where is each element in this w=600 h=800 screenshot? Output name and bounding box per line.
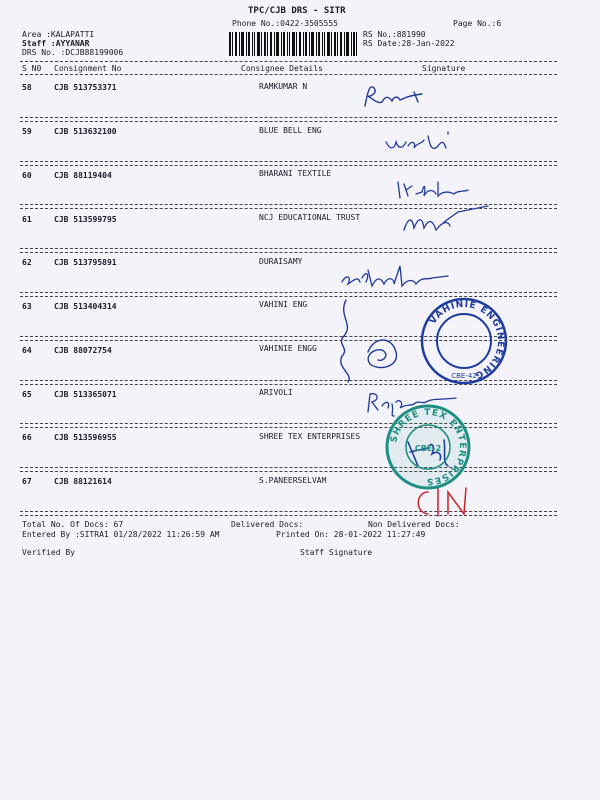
printed-on: Printed On: 28-01-2022 11:27:49 (276, 530, 426, 539)
signature-row-63-64 (330, 296, 410, 386)
col-header-consignment: Consignment No (54, 64, 122, 73)
svg-text:CBE-2: CBE-2 (414, 444, 442, 453)
total-docs: Total No. Of Docs: 67 (22, 520, 124, 529)
row-sno: 60 (22, 171, 32, 180)
svg-text:SHREE TEX ENTERPRISES: SHREE TEX ENTERPRISES (389, 407, 468, 487)
row-consignee: VAHINI ENG (259, 300, 308, 309)
signature-row-59 (382, 128, 462, 158)
signature-row-58 (360, 80, 440, 110)
row-sno: 67 (22, 477, 32, 486)
area-label: Area :KALAPATTI (22, 30, 95, 39)
row-consignee: S.PANEERSELVAM (259, 476, 327, 485)
row-consignment: CJB 513365071 (54, 390, 117, 399)
document-title: TPC/CJB DRS - SITR (248, 6, 346, 16)
entered-by: Entered By :SITRA1 01/28/2022 11:26:59 AM (22, 530, 220, 539)
row-consignment: CJB 513404314 (54, 302, 117, 311)
drs-number: DRS No. :DCJB88199006 (22, 48, 124, 57)
row-consignment: CJB 88072754 (54, 346, 112, 355)
delivered-docs: Delivered Docs: (231, 520, 304, 529)
row-consignment: CJB 513599795 (54, 215, 117, 224)
barcode-image (229, 32, 357, 56)
rs-number: RS No.:881990 (363, 30, 426, 39)
row-divider (20, 467, 557, 468)
row-divider (20, 117, 557, 118)
row-consignee: DURAISAMY (259, 257, 303, 266)
row-sno: 61 (22, 215, 32, 224)
phone-number: Phone No.:0422-3505555 (232, 19, 338, 28)
signature-row-61 (398, 200, 493, 240)
row-consignee: NCJ EDUCATIONAL TRUST (259, 213, 361, 222)
row-divider (20, 423, 557, 424)
row-sno: 64 (22, 346, 32, 355)
row-consignee: BHARANI TEXTILE (259, 169, 332, 178)
staff-signature-label: Staff Signature (300, 548, 373, 557)
header-divider-bottom (20, 74, 557, 75)
signature-row-62 (338, 262, 458, 292)
svg-text:VAHINIE ENGINEERING: VAHINIE ENGINEERING (428, 299, 506, 381)
rs-date: RS Date:28-Jan-2022 (363, 39, 455, 48)
row-consignee: RAMKUMAR N (259, 82, 308, 91)
row-consignee: SHREE TEX ENTERPRISES (259, 432, 361, 441)
header-divider-top (20, 61, 557, 62)
row-divider (20, 248, 557, 249)
col-header-consignee: Consignee Details (241, 64, 323, 73)
row-consignment: CJB 88119404 (54, 171, 112, 180)
col-header-sno: S N0 (22, 64, 42, 73)
row-consignment: CJB 513596955 (54, 433, 117, 442)
row-divider (20, 252, 557, 253)
staff-label: Staff :AYYANAR (22, 39, 90, 48)
row-consignee: BLUE BELL ENG (259, 126, 322, 135)
verified-by-label: Verified By (22, 548, 75, 557)
row-consignment: CJB 513753371 (54, 83, 117, 92)
row-consignment: CJB 513632100 (54, 127, 117, 136)
row-sno: 63 (22, 302, 32, 311)
svg-text:CBE-42: CBE-42 (451, 372, 477, 380)
company-stamp-shree-tex (383, 402, 473, 492)
non-delivered-docs: Non Delivered Docs: (368, 520, 460, 529)
row-sno: 65 (22, 390, 32, 399)
row-divider (20, 161, 557, 162)
row-consignment: CJB 88121614 (54, 477, 112, 486)
row-divider (20, 121, 557, 122)
row-sno: 66 (22, 433, 32, 442)
col-header-signature: Signature (422, 64, 466, 73)
row-divider (20, 471, 557, 472)
row-sno: 59 (22, 127, 32, 136)
company-stamp-vahinie (419, 296, 509, 386)
page-number: Page No.:6 (453, 19, 502, 28)
row-consignee: ARIVOLI (259, 388, 293, 397)
row-divider (20, 292, 557, 293)
row-divider (20, 165, 557, 166)
row-consignee: VAHINIE ENGG (259, 344, 317, 353)
row-sno: 62 (22, 258, 32, 267)
row-divider (20, 427, 557, 428)
row-sno: 58 (22, 83, 32, 92)
row-consignment: CJB 513795891 (54, 258, 117, 267)
